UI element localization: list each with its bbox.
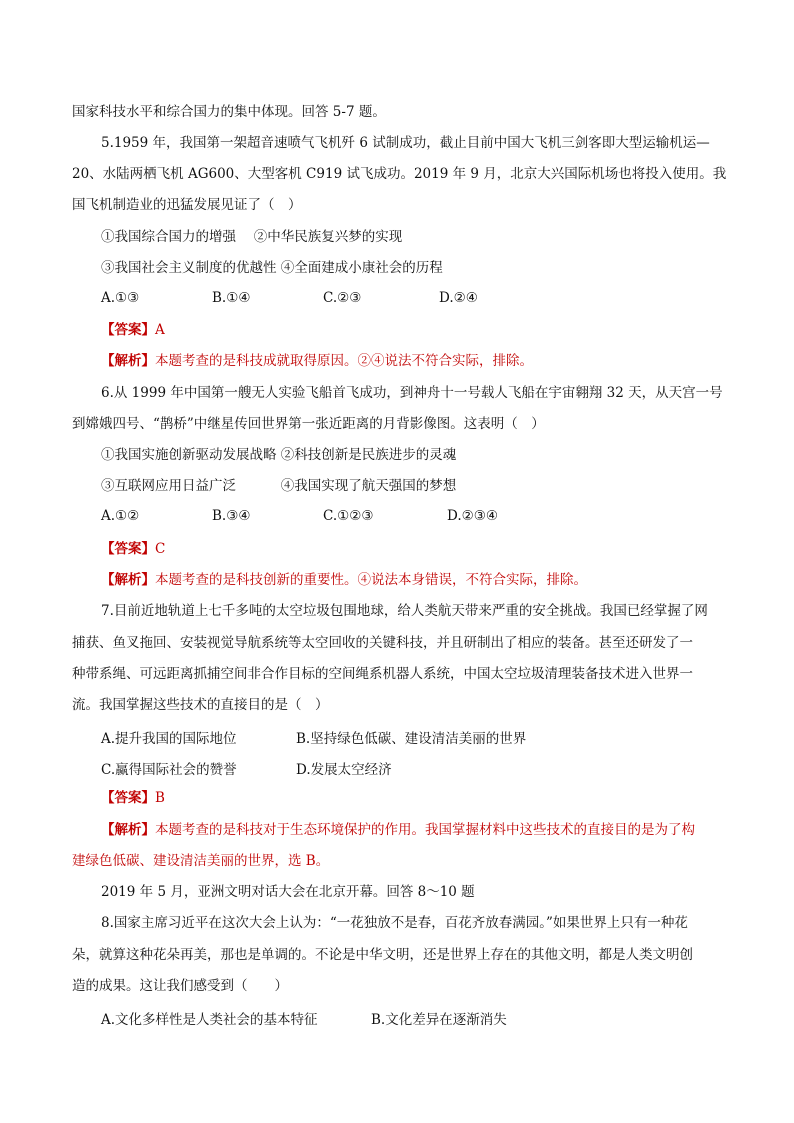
intro-text: 国家科技水平和综合国力的集中体现。回答 5-7 题。 [72, 104, 386, 120]
question-7-analysis [101, 821, 751, 839]
choice-d: D.②③④ [447, 508, 498, 524]
question-8-line-3: 造的成果。这让我们感受到（ ） [72, 978, 288, 994]
question-8-line-2: 朵，就算这种花朵再美，那也是单调的。不论是中华文明，还是世界上存在的其他文明，都是人类文明创 [72, 947, 693, 963]
choice-b: B.坚持绿色低碳、建设清洁美丽的世界 [296, 731, 527, 747]
choice-c: C.赢得国际社会的赞誉 [101, 762, 237, 778]
answer-value: B [155, 790, 165, 806]
choice-a: A.提升我国的国际地位 [101, 731, 237, 747]
choice-d: D.发展太空经济 [296, 762, 392, 778]
question-6-line-1: 6.从 1999 年中国第一艘无人实验飞船首飞成功，到神舟十一号载人飞船在宇宙翱翔 32 天，从天宫一号 [101, 385, 723, 401]
question-5-answer [101, 321, 751, 339]
answer-tag: 【答案】 [101, 322, 155, 338]
question-5-line-1: 5.1959 年，我国第一架超音速喷气飞机歼 6 试制成功，截止目前中国大飞机三剑客即大型运输机运— [101, 135, 710, 151]
analysis-tag: 【解析】 [101, 572, 155, 588]
question-5-analysis [101, 352, 751, 370]
analysis-text: 本题考查的是科技成就取得原因。②④说法不符合实际，排除。 [155, 353, 533, 369]
choice-b: B.文化差异在逐渐消失 [371, 1012, 507, 1028]
question-7-line-4: 流。我国掌握这些技术的直接目的是（ ） [72, 697, 329, 713]
question-5-line-2: 20、水陆两栖飞机 AG600、大型客机 C919 试飞成功。2019 年 9 月，北京大兴国际机场也将投入使用。我 [72, 166, 727, 182]
question-5-statements-1: ①我国综合国力的增强 ②中华民族复兴梦的实现 [101, 229, 403, 245]
question-6-answer [101, 540, 751, 558]
analysis-text: 本题考查的是科技创新的重要性。④说法本身错误，不符合实际，排除。 [155, 572, 587, 588]
choice-a: A.①③ [101, 290, 140, 306]
analysis-tag: 【解析】 [101, 822, 155, 838]
answer-tag: 【答案】 [101, 790, 155, 806]
question-5-statements-2: ③我国社会主义制度的优越性 ④全面建成小康社会的历程 [101, 260, 443, 276]
choice-c: C.①②③ [323, 508, 374, 524]
answer-tag: 【答案】 [101, 541, 155, 557]
question-7-line-1: 7.目前近地轨道上七千多吨的太空垃圾包围地球，给人类航天带来严重的安全挑战。我国已经掌握了网 [101, 603, 708, 619]
choice-c: C.②③ [323, 290, 362, 306]
question-8-line-1: 8.国家主席习近平在这次大会上认为：“一花独放不是春，百花齐放春满园。”如果世界上只有一种花 [101, 915, 688, 931]
choice-b: B.①④ [212, 290, 251, 306]
question-7-analysis-cont: 建绿色低碳、建设清洁美丽的世界，选 B。 [72, 853, 330, 869]
choice-d: D.②④ [439, 290, 478, 306]
question-5-line-3: 国飞机制造业的迅猛发展见证了（ ） [72, 197, 302, 213]
question-7-line-3: 种带系绳、可远距离抓捕空间非合作目标的空间绳系机器人系统，中国太空垃圾清理装备技术进入世界一 [72, 666, 693, 682]
answer-value: A [155, 322, 165, 338]
question-6-line-2: 到嫦娥四号、“鹊桥”中继星传回世界第一张近距离的月背影像图。这表明（ ） [72, 416, 545, 432]
choice-a: A.①② [101, 508, 140, 524]
question-6-analysis [101, 571, 751, 589]
answer-value: C [155, 541, 166, 557]
section-intro: 2019 年 5 月，亚洲文明对话大会在北京开幕。回答 8～10 题 [101, 884, 475, 900]
choice-a: A.文化多样性是人类社会的基本特征 [101, 1012, 318, 1028]
choice-b: B.③④ [212, 508, 251, 524]
question-7-answer [101, 789, 751, 807]
analysis-text: 本题考查的是科技对于生态环境保护的作用。我国掌握材料中这些技术的直接目的是为了构 [155, 822, 695, 838]
analysis-tag: 【解析】 [101, 353, 155, 369]
question-7-line-2: 捕获、鱼叉拖回、安装视觉导航系统等太空回收的关键科技，并且研制出了相应的装备。甚至还研发了一 [72, 635, 693, 651]
question-6-statements-1: ①我国实施创新驱动发展战略 ②科技创新是民族进步的灵魂 [101, 447, 457, 463]
question-6-statements-2: ③互联网应用日益广泛 ④我国实现了航天强国的梦想 [101, 478, 457, 494]
